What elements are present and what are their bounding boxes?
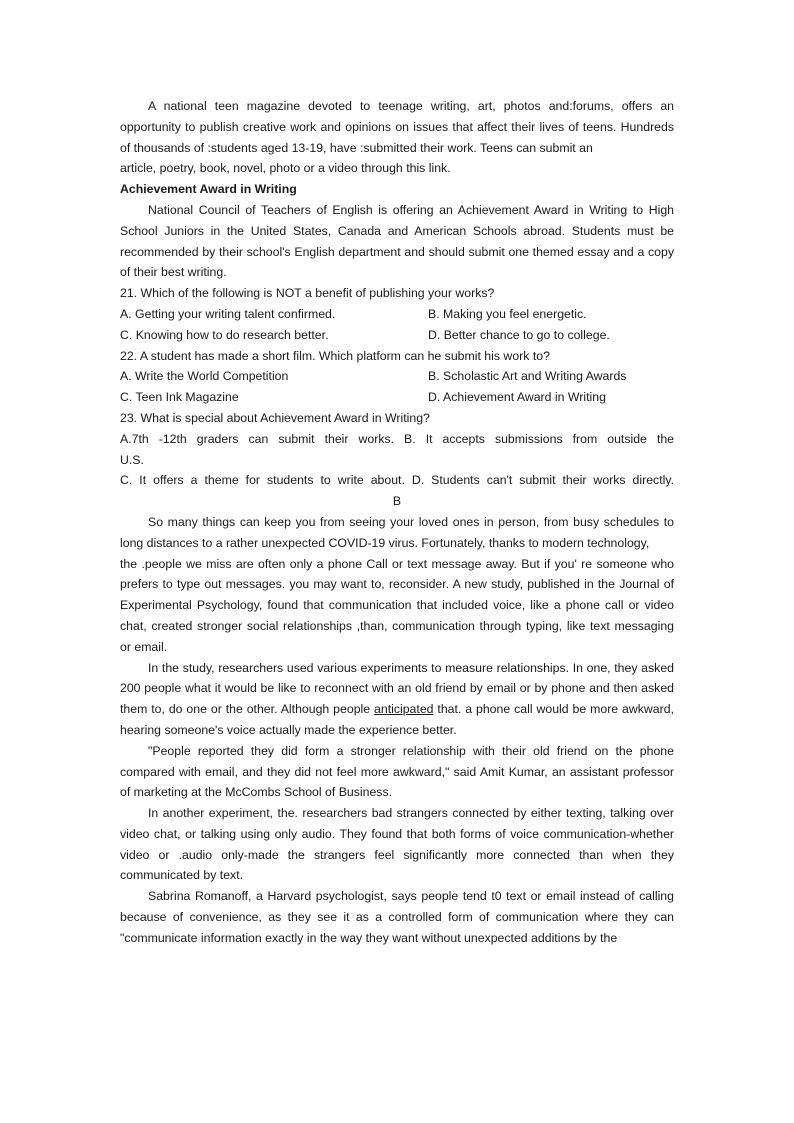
option-c: C. Knowing how to do research better. <box>120 327 329 342</box>
option-a: A. Write the World Competition <box>120 369 289 384</box>
option-c: C. Teen Ink Magazine <box>120 390 239 405</box>
question-23 <box>120 408 674 491</box>
paragraph-text: that. a phone call would be more awkward, hearing someone's voice actually made the experience better. <box>120 702 674 737</box>
passage-b-paragraph-1: So many things can keep you from seeing your loved ones in person, from busy schedules to long distances to a rather unexpected COVID-19 virus. Fortunately, thanks to modern technology, <box>120 514 674 550</box>
question-stem: 23. What is special about Achievement Award in Writing? <box>120 410 430 425</box>
award-heading: Achievement Award in Writing <box>120 182 297 197</box>
question-22 <box>120 346 674 408</box>
options-row <box>120 304 674 325</box>
passage-b-paragraph-3: "People reported they did form a stronger relationship with their old friend on the phone compared with email, and they did not feel more awkward," said Amit Kumar, an assistant professor of marketing at the McCombs School of Business. <box>120 743 674 800</box>
passage-b-paragraph-5: Sabrina Romanoff, a Harvard psychologist, says people tend t0 text or email instead of calling because of convenience, as they see it as a controlled form of communication where they can "communicate information exactly in the way they want without unexpected additions by the <box>120 889 674 945</box>
option-a: A. Getting your writing talent confirmed. <box>120 306 336 321</box>
passage-b-paragraph-1-continuation: the .people we miss are often only a phone Call or text message away. But if you' re someone who prefers to type out messages. you may want to, reconsider. A new study, published in the Journal of Experimental Psychology, found that communication that included voice, like a phone call or video chat, created stronger social relationships ,than, communication through typing, like text messaging or email. <box>120 556 674 654</box>
question-stem: 21. Which of the following is NOT a benefit of publishing your works? <box>120 286 495 301</box>
intro-paragraph-continuation: article, poetry, book, novel, photo or a video through this link. <box>120 161 451 176</box>
section-b-label: B <box>392 494 402 509</box>
passage-b-paragraph-4: In another experiment, the. researchers bad strangers connected by either texting, talking over video chat, or talking using only audio. They found that both forms of voice communication-whether video or .audio only-made the strangers feel significantly more connected than when they communicated by text. <box>120 806 674 883</box>
intro-paragraph: A national teen magazine devoted to teenage writing, art, photos and:forums, offers an opportunity to publish creative work and opinions on issues that affect their lives of teens. Hundreds of thousands of :students aged 13-19, have :submitted their work. Teens can submit an <box>120 99 674 155</box>
question-21 <box>120 283 674 345</box>
options-a-b: A.7th -12th graders can submit their works. B. It accepts submissions from outside the <box>120 431 674 446</box>
award-paragraph: National Council of Teachers of English is offering an Achievement Award in Writing to High School Juniors in the United States, Canada and American Schools abroad. Students must be recommended by their school's English department and should submit one themed essay and a copy of their best writing. <box>120 202 674 280</box>
option-d: D. Better chance to go to college. <box>428 327 610 342</box>
option-b: B. Scholastic Art and Writing Awards <box>428 369 627 384</box>
underlined-word: anticipated <box>374 702 434 717</box>
options-row <box>120 387 674 408</box>
document-page <box>120 96 674 949</box>
paragraph-text: In the study, researchers used various experiments to measure relationships. In one, they asked 200 people what it would be like to reconnect with an old friend by email or by phone and then asked them to, do one or the other. Although people <box>120 660 674 717</box>
option-b: B. Making you feel energetic. <box>428 306 587 321</box>
options-c-d: C. It offers a theme for students to write about. D. Students can't submit their works directly. <box>120 473 674 488</box>
options-row <box>120 366 674 387</box>
options-row <box>120 325 674 346</box>
passage-b-paragraph-2 <box>120 658 674 741</box>
option-d: D. Achievement Award in Writing <box>428 390 606 405</box>
option-b-continuation: U.S. <box>120 452 144 467</box>
question-stem: 22. A student has made a short film. Which platform can he submit his work to? <box>120 348 550 363</box>
